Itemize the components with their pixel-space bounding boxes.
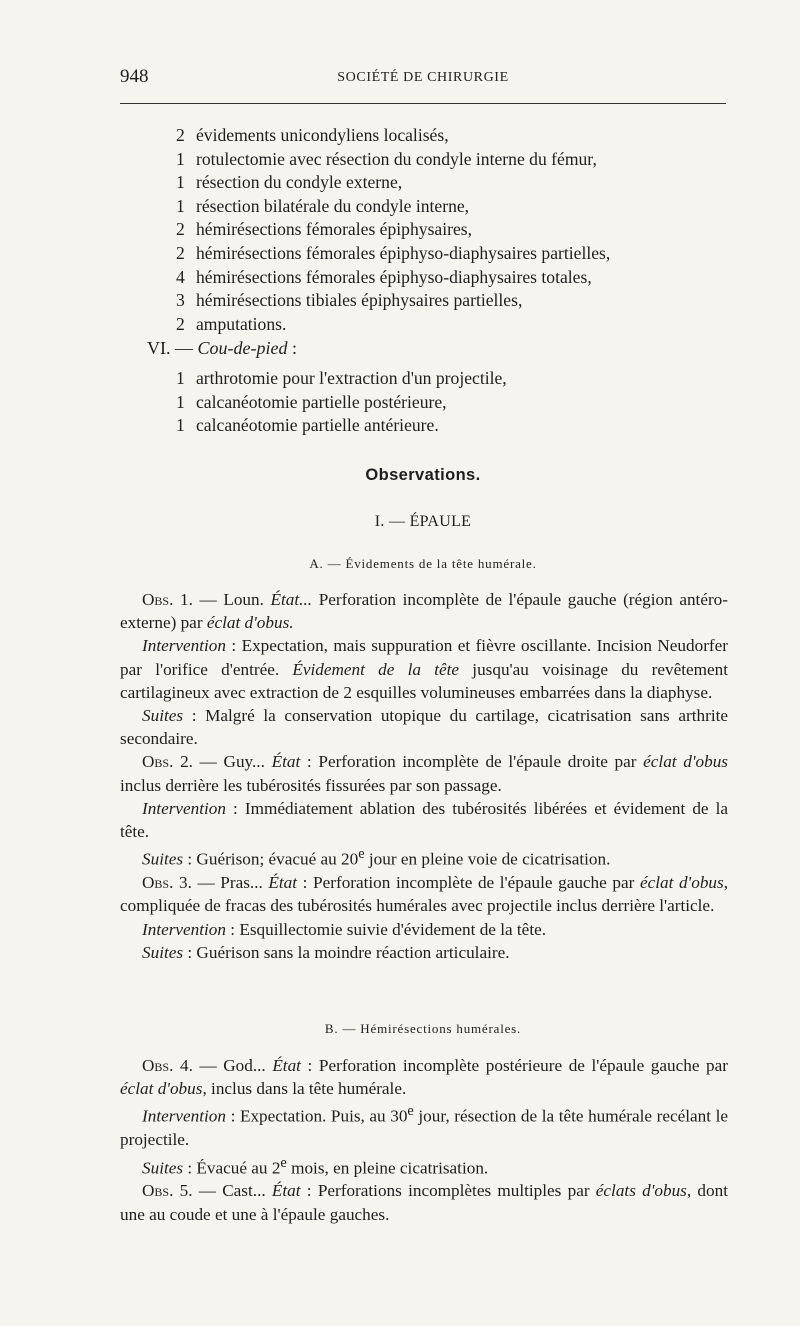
obs-4-suites: Suites : Évacué au 2e mois, en pleine cicatrisation. — [142, 1154, 489, 1178]
list-item: 2 évidements unicondyliens localisés, — [176, 125, 449, 145]
list-item: 1 rotulectomie avec résection du condyle interne du fémur, — [176, 148, 597, 169]
page-number: 948 — [120, 66, 149, 87]
list-item: 1 arthrotomie pour l'extraction d'un projectile, — [176, 368, 507, 388]
subheading-b: B. — Hémirésections humérales. — [324, 1021, 522, 1036]
obs-5-paragraph: Obs. 5. — Cast... État : Perforations incomplètes multiples par éclats d'obus, dont une au coude et une à l'épaule gauches. — [120, 1181, 728, 1224]
list-item: 1 calcanéotomie partielle antérieure. — [176, 415, 439, 436]
list-item: 1 calcanéotomie partielle postérieure, — [176, 391, 447, 412]
running-title: SOCIÉTÉ DE CHIRURGIE — [337, 70, 509, 85]
obs-4-paragraph: Obs. 4. — God... État : Perforation incomplète postérieure de l'épaule gauche par éclat d'obus, inclus dans la tête humérale. — [120, 1056, 729, 1099]
page-header — [120, 64, 726, 94]
list-item: 3 hémirésections tibiales épiphysaires partielles, — [176, 290, 523, 311]
obs-2-paragraph: Obs. 2. — Guy... État : Perforation incomplète de l'épaule droite par éclat d'obus inclus derrière les tubérosités fissurées par son passage. — [120, 752, 728, 795]
obs-1-intervention: Intervention : Expectation, mais suppuration et fièvre oscillante. Incision Neudorfer par l'orifice d'entrée. Évidement de la tête jusqu'au voisinage du revêtement cartilagineux avec extraction de 2 esquilles volumineuses embarrées dans la diaphyse. — [120, 636, 728, 702]
section-heading-vi: VI. — Cou-de-pied : — [147, 338, 297, 358]
obs-4-intervention: Intervention : Expectation. Puis, au 30e jour, résection de la tête humérale recélant le projectile. — [120, 1103, 728, 1150]
observations-heading: Observations. — [365, 466, 481, 484]
list-item: 4 hémirésections fémorales épiphyso-diaphysaires totales, — [176, 266, 592, 287]
header-rule — [120, 103, 726, 104]
obs-2-intervention: Intervention : Immédiatement ablation des tubérosités libérées et évidement de la tête. — [120, 798, 728, 842]
obs-1-suites: Suites : Malgré la conservation utopique du cartilage, cicatrisation sans arthrite secondaire. — [120, 706, 728, 749]
list-item: 2 hémirésections fémorales épiphyso-diaphysaires partielles, — [176, 242, 611, 263]
obs-3-suites: Suites : Guérison sans la moindre réaction articulaire. — [142, 942, 510, 962]
observations-block-a — [120, 588, 728, 964]
list-item: 2 amputations. — [176, 313, 287, 334]
list-item: 1 résection bilatérale du condyle interne, — [176, 195, 470, 216]
observations-block-b — [120, 1054, 728, 1226]
list-section-v — [176, 124, 610, 336]
obs-3-intervention: Intervention : Esquillectomie suivie d'évidement de la tête. — [142, 919, 547, 939]
list-section-vi — [176, 367, 507, 438]
part-heading-epaule: I. — ÉPAULE — [374, 513, 472, 530]
obs-2-suites: Suites : Guérison; évacué au 20e jour en pleine voie de cicatrisation. — [142, 846, 611, 869]
list-item: 1 résection du condyle externe, — [176, 172, 403, 193]
obs-3-paragraph: Obs. 3. — Pras... État : Perforation incomplète de l'épaule gauche par éclat d'obus, compliquée de fracas des tubérosités humérales avec projectile inclus derrière l'article. — [120, 873, 728, 916]
list-item: 2 hémirésections fémorales épiphysaires, — [176, 219, 473, 240]
obs-1-paragraph: Obs. 1. — Loun. État... Perforation incomplète de l'épaule gauche (région antéro-externe) par éclat d'obus. — [120, 590, 729, 633]
subheading-a: A. — Évidements de la tête humérale. — [309, 556, 537, 571]
